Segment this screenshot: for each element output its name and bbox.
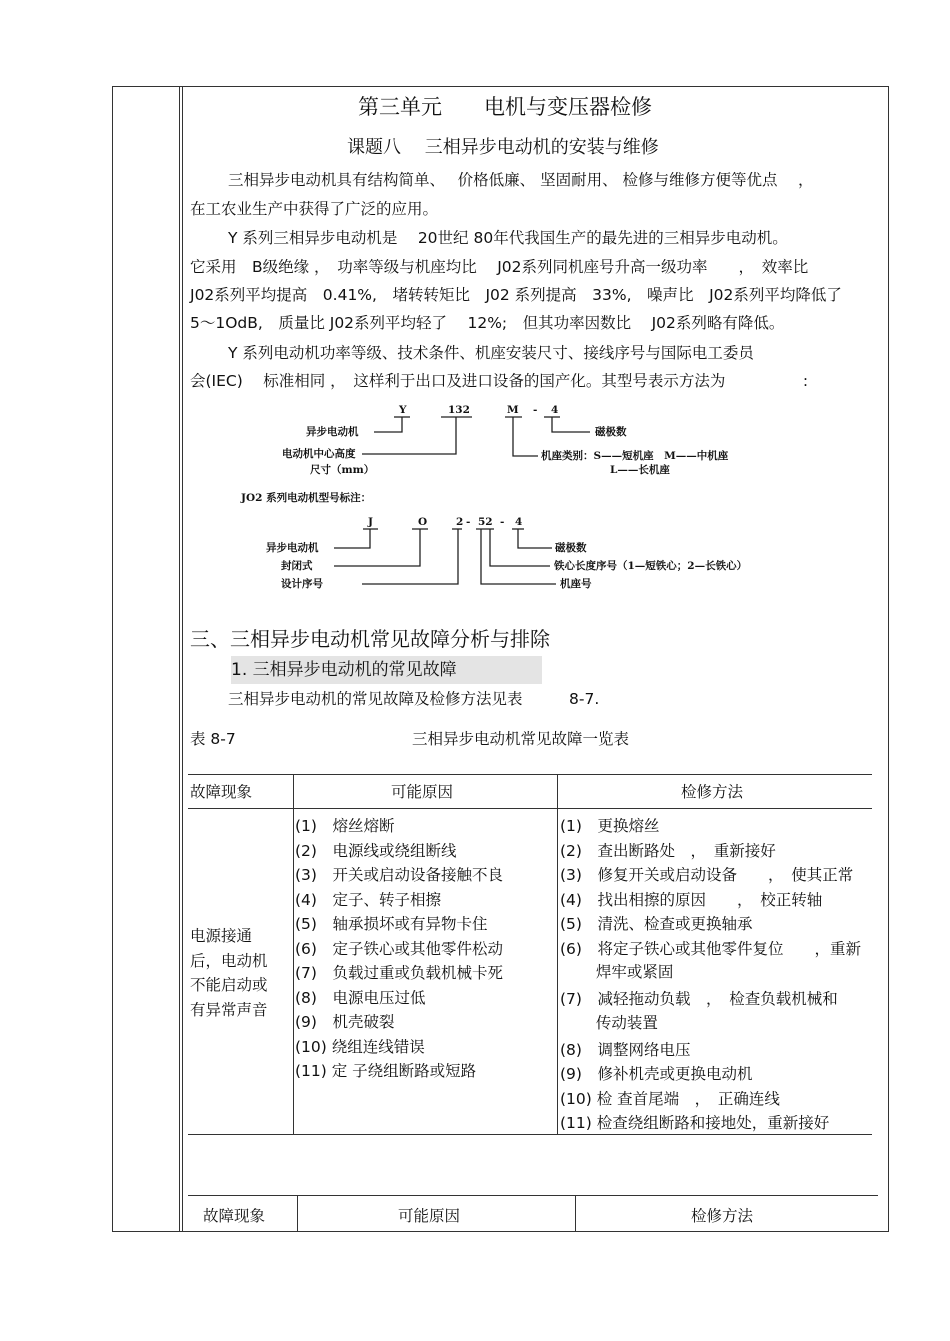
label-async-motor: 异步电动机 — [306, 426, 359, 438]
code-4b: 4 — [515, 516, 523, 528]
cause-item: (6) 定子铁心或其他零件松动 — [295, 939, 503, 958]
cause-item: (8) 电源电压过低 — [295, 988, 426, 1007]
label-poles: 磁极数 — [595, 426, 627, 438]
remedy-item: (1) 更换熔丝 — [560, 817, 660, 835]
intro-line: 三相异步电动机的常见故障及检修方法见表 8-7. — [228, 690, 600, 708]
label-size-mm: 尺寸（mm） — [310, 464, 375, 476]
label-core-length: 铁心长度序号（1—短铁心；2—长铁心） — [554, 560, 748, 572]
para2-line3: J02系列平均提高 0.41%, 堵转转矩比 J02 系列提高 33%, 噪声比 J02系列平均降低了 — [190, 286, 842, 304]
header2-remedy: 检修方法 — [691, 1207, 754, 1225]
remedy-item: (6) 将定子铁心或其他零件复位 ，重新 — [560, 939, 861, 958]
cause-item: (11) 定 子绕组断路或短路 — [295, 1062, 477, 1080]
causes-cell — [295, 814, 503, 1084]
topic-title: 课题八 三相异步电动机的安装与维修 — [347, 137, 659, 158]
code-m: M — [507, 404, 519, 416]
cause-item: (10) 绕组连线错误 — [295, 1037, 425, 1056]
j02-heading: JO2 系列电动机型号标注： — [241, 492, 372, 504]
label-long-frame: L——长机座 — [610, 464, 670, 476]
remedy-item: (9) 修补机壳或更换电动机 — [560, 1065, 753, 1083]
code-dash2: - — [500, 516, 505, 528]
remedy-item: (10) 检 查首尾端 ， 正确连线 — [560, 1089, 780, 1108]
cause-item: (1) 熔丝熔断 — [295, 817, 395, 835]
code-52: 52 — [478, 516, 493, 528]
symptom-cell — [190, 924, 268, 1022]
header-cause: 可能原因 — [391, 783, 454, 801]
table-label: 表 8-7 — [190, 730, 236, 748]
symptom-line: 电源接通 — [190, 927, 253, 945]
cause-item: (7) 负载过重或负载机械卡死 — [295, 964, 503, 982]
para2-line2: 它采用 B级绝缘 ， 功率等级与机座均比 J02系列同机座号升高一级功率 ， 效率比 — [190, 258, 809, 276]
para3-line2: 会(IEC) 标准相同 ， 这样利于出口及进口设备的国产化。其型号表示方法为 : — [190, 372, 809, 390]
label-frame-no: 机座号 — [560, 578, 592, 590]
symptom-line: 有异常声音 — [190, 1000, 268, 1019]
cause-item: (3) 开关或启动设备接触不良 — [295, 866, 503, 884]
remedy-item: (2) 查出断路处 ， 重新接好 — [560, 841, 776, 860]
para2-line1: Y 系列三相异步电动机是 20世纪 80年代我国生产的最先进的三相异步电动机。 — [228, 229, 788, 247]
label-enclosed: 封闭式 — [281, 560, 313, 572]
cause-item: (9) 机壳破裂 — [295, 1013, 395, 1031]
remedy-item-cont: 传动装置 — [560, 1013, 658, 1032]
remedy-item: (4) 找出相擦的原因 ， 校正转轴 — [560, 890, 823, 909]
code-4: 4 — [551, 404, 559, 416]
label-frame-type: 机座类别：S——短机座 M——中机座 — [541, 450, 729, 462]
header-symptom: 故障现象 — [190, 783, 253, 801]
code-j: J — [368, 516, 373, 528]
header2-cause: 可能原因 — [398, 1207, 461, 1225]
code-132: 132 — [448, 404, 470, 416]
remedy-item: (8) 调整网络电压 — [560, 1040, 691, 1059]
label-poles-2: 磁极数 — [555, 542, 587, 554]
unit-title: 第三单元 电机与变压器检修 — [358, 95, 652, 119]
code-2: 2 — [456, 516, 464, 528]
code-dash: - — [533, 404, 538, 416]
cause-item: (5) 轴承损坏或有异物卡住 — [295, 915, 488, 933]
symptom-line: 后，电动机 — [190, 951, 268, 970]
header-remedy: 检修方法 — [681, 783, 744, 801]
remedies-cell — [560, 814, 861, 1136]
remedy-item-cont: 焊牢或紧固 — [560, 963, 674, 981]
section-heading: 三、三相异步电动机常见故障分析与排除 — [190, 627, 550, 651]
para1-line2: 在工农业生产中获得了广泛的应用。 — [190, 200, 439, 218]
label-design-no: 设计序号 — [281, 578, 323, 590]
cause-item: (2) 电源线或绕组断线 — [295, 841, 457, 860]
code-o: O — [418, 516, 428, 528]
remedy-item: (3) 修复开关或启动设备 ， 使其正常 — [560, 866, 854, 884]
symptom-line: 不能启动或 — [190, 976, 268, 994]
header2-symptom: 故障现象 — [203, 1207, 266, 1225]
cause-item: (4) 定子、转子相擦 — [295, 890, 441, 909]
code-dash1: - — [466, 516, 471, 528]
label-async-motor-2: 异步电动机 — [266, 542, 319, 554]
remedy-item: (7) 减轻拖动负载 ， 检查负载机械和 — [560, 990, 838, 1008]
label-center-height: 电动机中心高度 — [282, 448, 356, 460]
para3-line1: Y 系列电动机功率等级、技术条件、机座安装尺寸、接线序号与国际电工委员 — [228, 344, 754, 362]
remedy-item: (5) 清洗、检查或更换轴承 — [560, 915, 753, 933]
j02-diagram-lines — [0, 0, 950, 620]
code-y: Y — [399, 404, 407, 416]
subsection-heading: 1. 三相异步电动机的常见故障 — [231, 656, 542, 684]
para2-line4: 5～1OdB, 质量比 J02系列平均轻了 12%; 但其功率因数比 J02系列略有降低。 — [190, 314, 785, 332]
para1-line1: 三相异步电动机具有结构简单、 价格低廉、 坚固耐用、 检修与维修方便等优点 ， — [228, 171, 814, 189]
remedy-item: (11) 检查绕组断路和接地处，重新接好 — [560, 1114, 830, 1132]
table-title: 三相异步电动机常见故障一览表 — [412, 730, 630, 748]
